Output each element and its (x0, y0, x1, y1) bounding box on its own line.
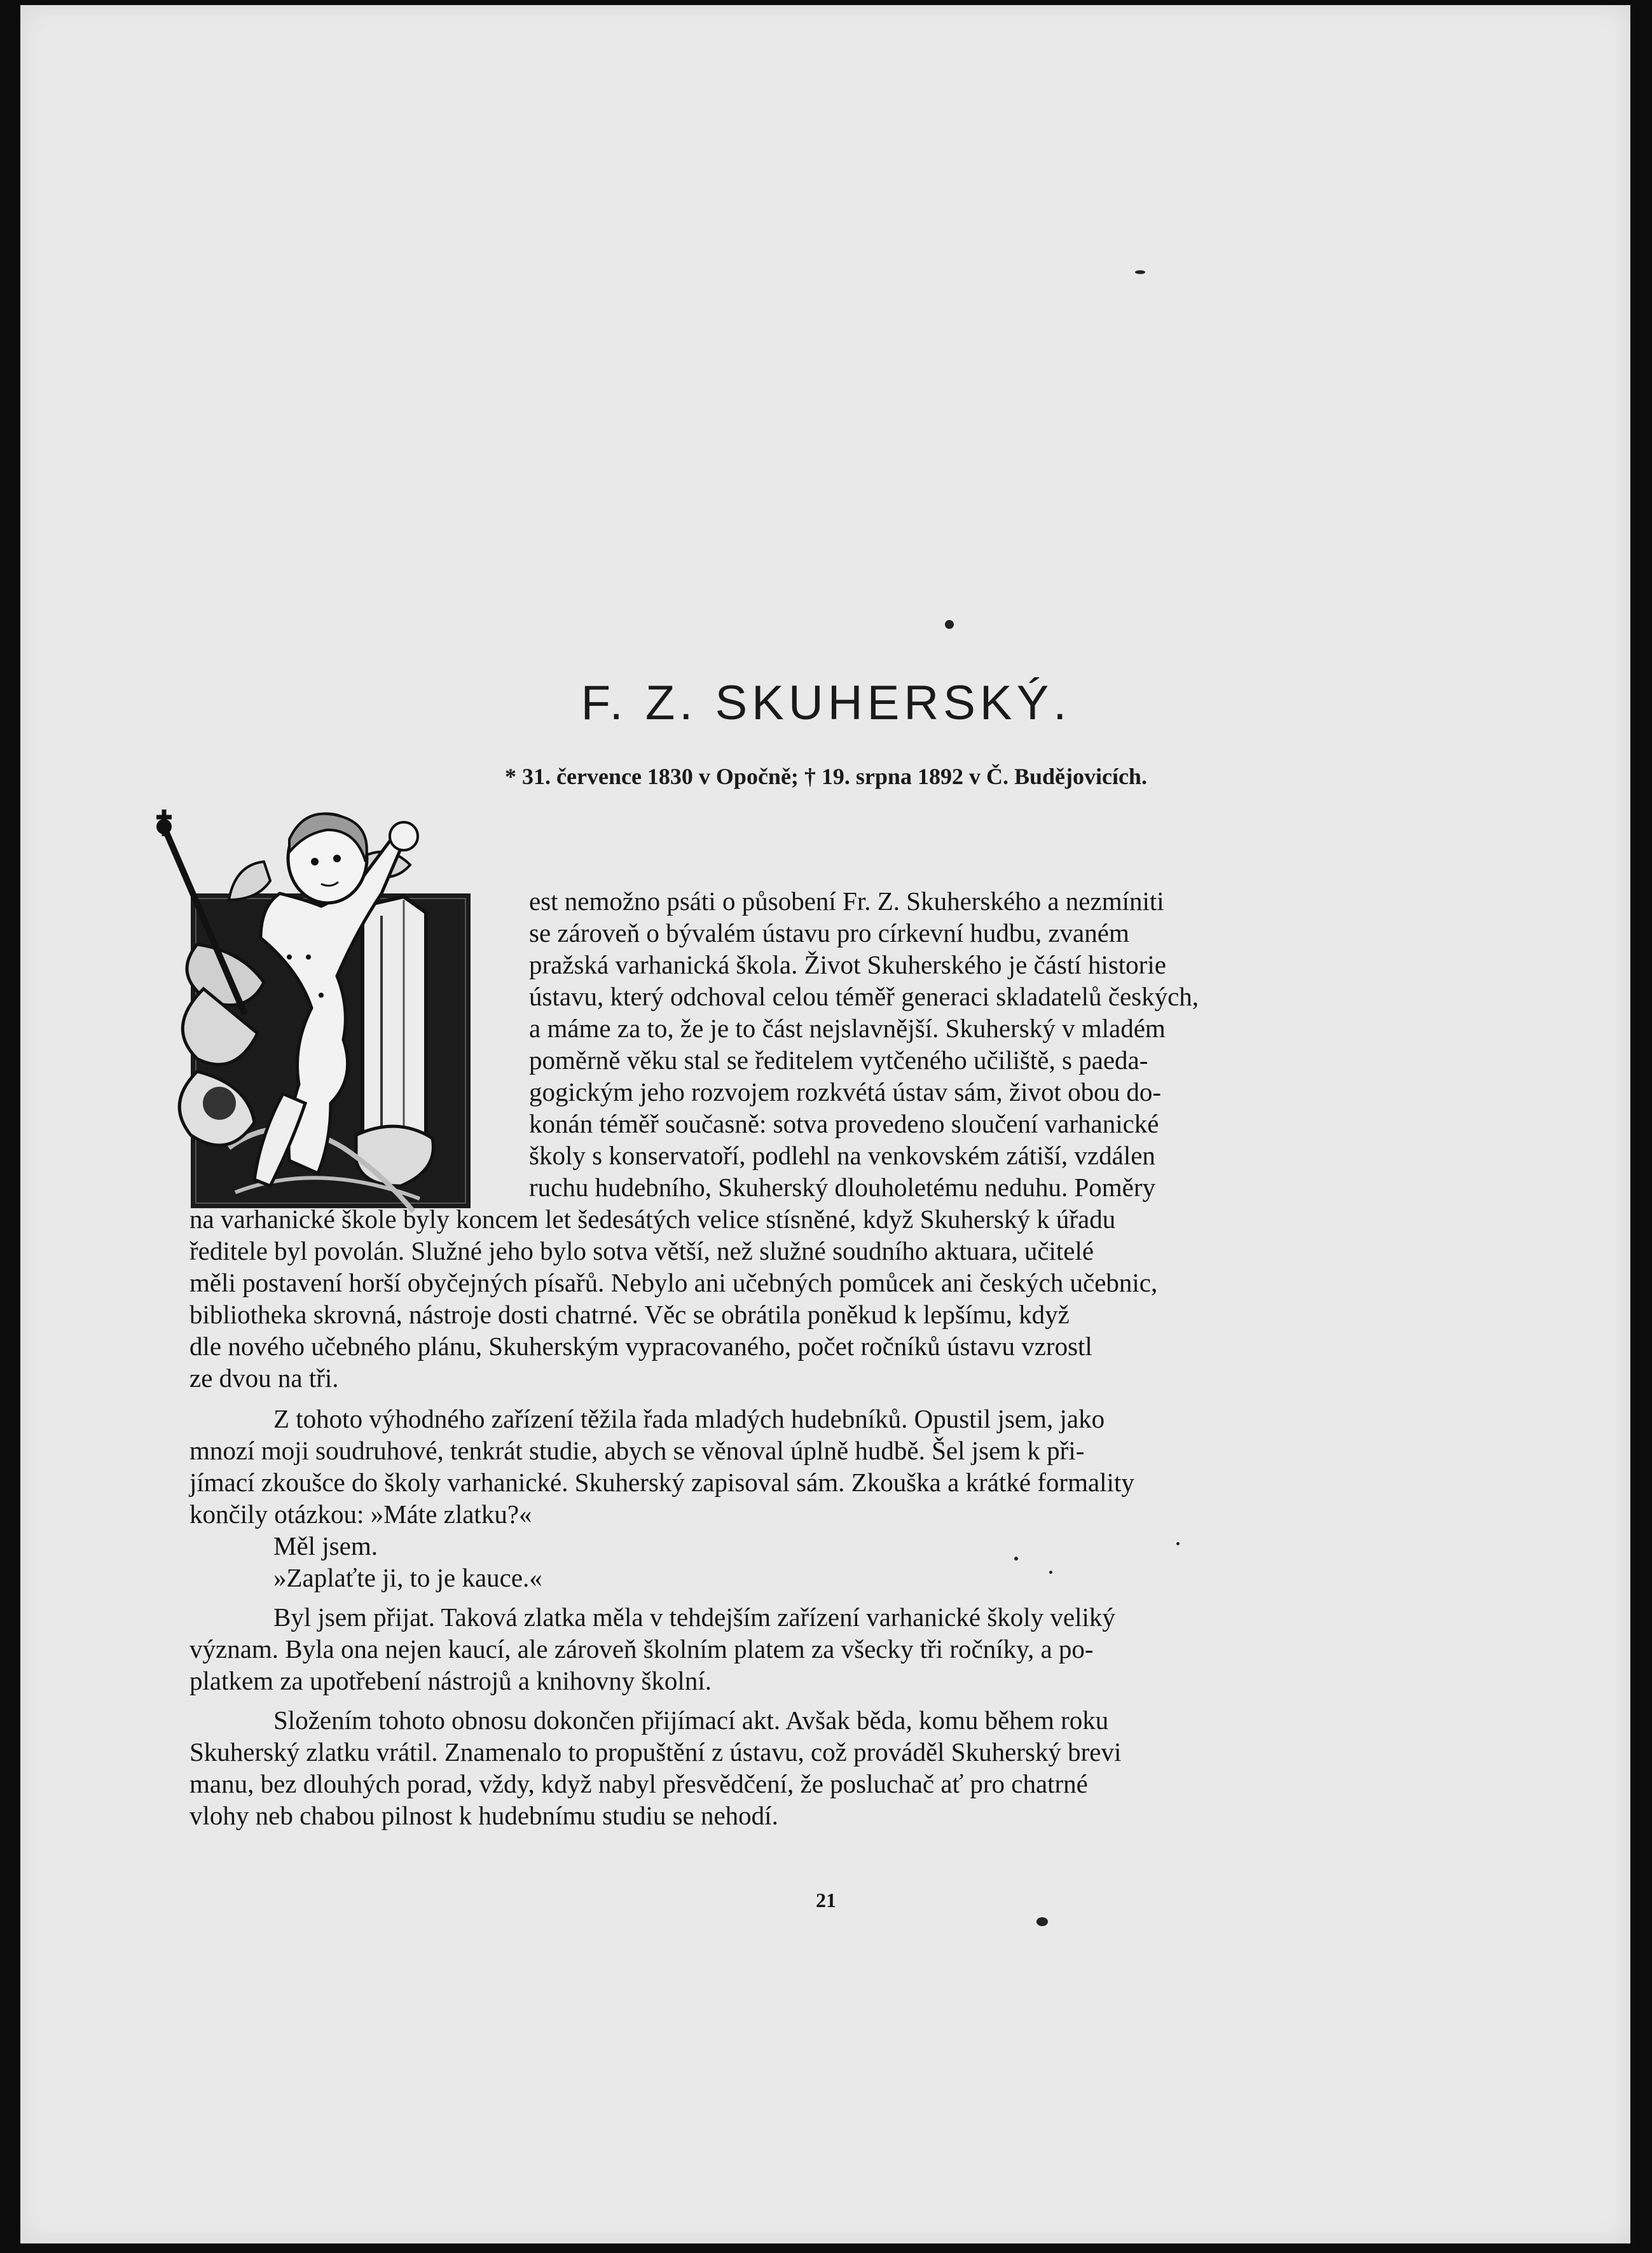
life-dates: * 31. července 1830 v Opočně; † 19. srpna 1892 v Č. Budějovicích. (505, 764, 1147, 789)
body-text-line: ředitele byl povolán. Služné jeho bylo sotva větší, než služné soudního aktuara, učitelé (189, 1236, 1094, 1265)
scan-speck (1014, 1557, 1018, 1561)
body-text-line: poměrně věku stal se ředitelem vytčeného učiliště, s paeda- (529, 1045, 1148, 1075)
body-text-line: význam. Byla ona nejen kaucí, ale zároveň školním platem za všecky tři ročníky, a po- (189, 1634, 1094, 1664)
body-text-line: Z tohoto výhodného zařízení těžila řada mladých hudebníků. Opustil jsem, jako (273, 1404, 1105, 1433)
body-text-line: vlohy neb chabou pilnost k hudebnímu studiu se nehodí. (189, 1801, 778, 1830)
body-text-line: Měl jsem. (273, 1531, 378, 1561)
scan-speck (945, 620, 954, 629)
body-text-line: Byl jsem přijat. Taková zlatka měla v tehdejším zařízení varhanické školy veliký (273, 1602, 1115, 1632)
body-text-line: pražská varhanická škola. Život Skuherského je částí historie (529, 950, 1166, 979)
body-text-line: jímací zkoušce do školy varhanické. Skuherský zapisoval sám. Zkouška a krátké formality (189, 1468, 1134, 1497)
page-title: F. Z. SKUHERSKÝ. (581, 676, 1071, 730)
body-text-line: na varhanické škole byly koncem let šedesátých velice stísněné, když Skuherský k úřadu (189, 1204, 1116, 1234)
body-text-line: platkem za upotřebení nástrojů a knihovny školní. (189, 1666, 712, 1695)
body-text-line: a máme za to, že je to část nejslavnější. Skuherský v mladém (529, 1014, 1166, 1043)
body-text-line: »Zaplaťte ji, to je kauce.« (273, 1563, 542, 1592)
body-text-line: končily otázkou: »Máte zlatku?« (189, 1499, 532, 1529)
body-text-line: gogickým jeho rozvojem rozkvétá ústav sám, život obou do- (529, 1077, 1162, 1106)
body-text-line: ruchu hudebního, Skuherský dlouholetému neduhu. Poměry (529, 1173, 1156, 1202)
scan-speck (1036, 1917, 1048, 1926)
body-text-line: mnozí moji soudruhové, tenkrát studie, abych se věnoval úplně hudbě. Šel jsem k při- (189, 1436, 1085, 1465)
scan-speck (1049, 1571, 1052, 1574)
body-text-line: dle nového učebného plánu, Skuherským vypracovaného, počet ročníků ústavu vzrostl (189, 1332, 1092, 1361)
body-text-line: ze dvou na tři. (189, 1363, 339, 1393)
body-text-line: se zároveň o bývalém ústavu pro církevní hudbu, zvaném (529, 918, 1129, 947)
body-text-line: školy s konservatoří, podlehl na venkovském zátiší, vzdálen (529, 1141, 1155, 1170)
decorated-initial-j-cherub-illustration (153, 804, 521, 1218)
body-text-line: konán téměř současně: sotva provedeno sloučení varhanické (529, 1109, 1159, 1138)
scan-speck (1135, 270, 1145, 274)
body-text-line: ústavu, který odchoval celou téměř generaci skladatelů českých, (529, 982, 1199, 1011)
body-text-line: Složením tohoto obnosu dokončen přijímací akt. Avšak běda, komu během roku (273, 1705, 1109, 1735)
body-text-line: bibliotheka skrovná, nástroje dosti chatrné. Věc se obrátila poněkud k lepšímu, když (189, 1300, 1070, 1329)
body-text-line: měli postavení horší obyčejných písařů. Nebylo ani učebných pomůcek ani českých učebnic, (189, 1268, 1158, 1297)
scan-speck (1176, 1542, 1180, 1545)
page-number: 21 (816, 1889, 836, 1912)
body-text-line: Skuherský zlatku vrátil. Znamenalo to propuštění z ústavu, což prováděl Skuherský brevi (189, 1737, 1122, 1767)
body-text-line: est nemožno psáti o působení Fr. Z. Skuherského a nezmíniti (529, 886, 1164, 916)
body-text-line: manu, bez dlouhých porad, vždy, když nabyl přesvědčení, že posluchač ať pro chatrné (189, 1769, 1088, 1798)
